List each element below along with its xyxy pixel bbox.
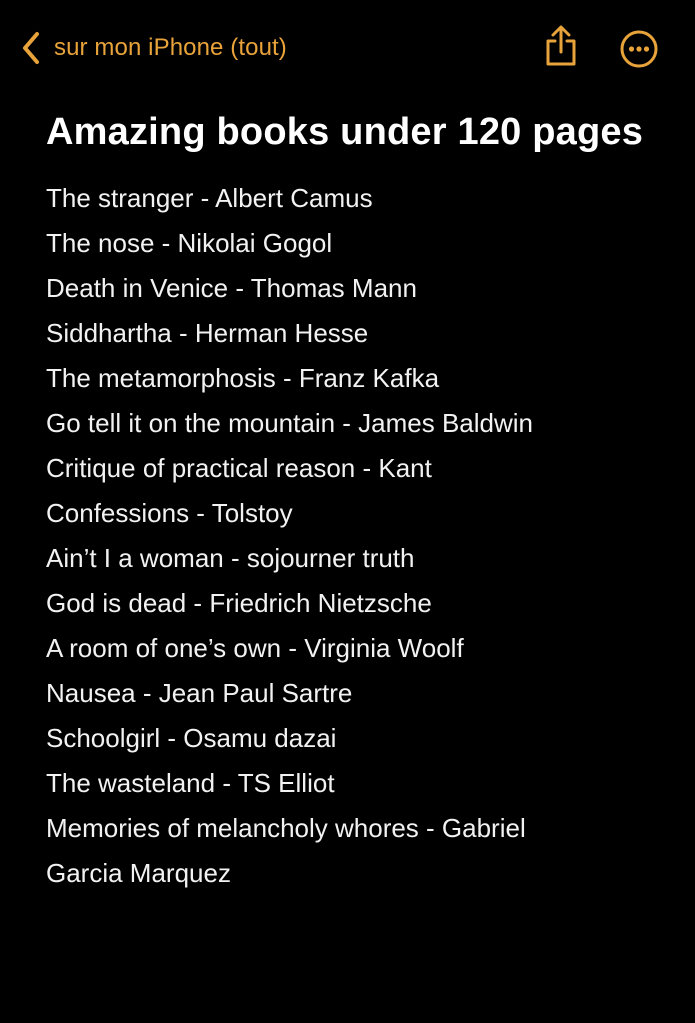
note-line: Critique of practical reason - Kant: [46, 453, 432, 483]
more-options-button[interactable]: [618, 28, 660, 70]
note-line: A room of one’s own - Virginia Woolf: [46, 633, 464, 663]
note-body: [46, 176, 666, 896]
note-content[interactable]: [46, 100, 666, 896]
navigation-bar: [0, 0, 695, 96]
note-line: Schoolgirl - Osamu dazai: [46, 723, 337, 753]
ellipsis-circle-icon: [618, 57, 660, 74]
note-title: Amazing books under 120 pages: [46, 111, 644, 153]
share-icon: [540, 57, 582, 74]
chevron-left-icon: [20, 30, 42, 66]
note-line: Garcia Marquez: [46, 858, 231, 888]
note-line: Siddhartha - Herman Hesse: [46, 318, 369, 348]
note-line: The stranger - Albert Camus: [46, 183, 373, 213]
note-line: Death in Venice - Thomas Mann: [46, 273, 417, 303]
note-line: Ain’t I a woman - sojourner truth: [46, 543, 415, 573]
note-line: The metamorphosis - Franz Kafka: [46, 363, 440, 393]
back-button[interactable]: [20, 28, 287, 68]
note-line: Go tell it on the mountain - James Baldwin: [46, 408, 534, 438]
note-line: Nausea - Jean Paul Sartre: [46, 678, 353, 708]
back-button-label: sur mon iPhone (tout): [54, 34, 287, 61]
note-line: The nose - Nikolai Gogol: [46, 228, 333, 258]
note-line: God is dead - Friedrich Nietzsche: [46, 588, 432, 618]
note-line: Memories of melancholy whores - Gabriel: [46, 813, 526, 843]
share-button[interactable]: [540, 22, 582, 70]
note-line: The wasteland - TS Elliot: [46, 768, 335, 798]
note-line: Confessions - Tolstoy: [46, 498, 293, 528]
